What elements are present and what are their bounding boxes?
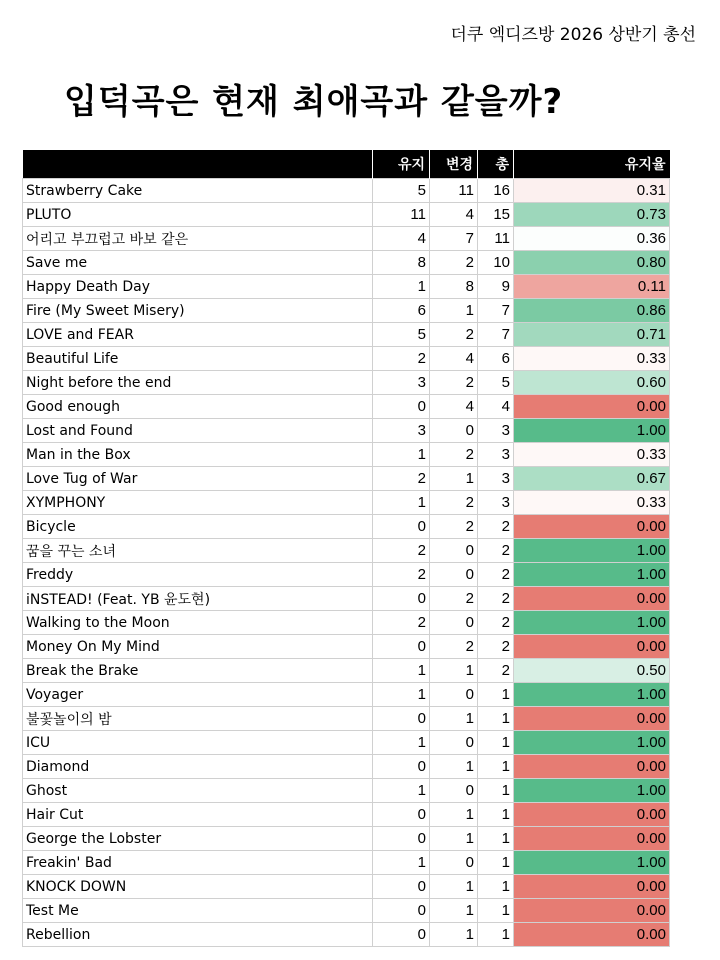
table-row xyxy=(23,755,670,779)
retention-rate-cell: 0.80 xyxy=(514,251,670,275)
retention-rate-cell: 0.00 xyxy=(514,635,670,659)
change-count-cell: 1 xyxy=(430,923,478,947)
column-header-keep: 유지 xyxy=(373,150,430,179)
change-count-cell: 1 xyxy=(430,299,478,323)
total-count-cell: 2 xyxy=(478,563,514,587)
retention-rate-cell: 1.00 xyxy=(514,851,670,875)
retention-rate-cell: 0.33 xyxy=(514,443,670,467)
keep-count-cell: 0 xyxy=(373,803,430,827)
keep-count-cell: 0 xyxy=(373,707,430,731)
retention-rate-cell: 0.71 xyxy=(514,323,670,347)
change-count-cell: 2 xyxy=(430,371,478,395)
total-count-cell: 1 xyxy=(478,803,514,827)
keep-count-cell: 11 xyxy=(373,203,430,227)
keep-count-cell: 0 xyxy=(373,899,430,923)
retention-rate-cell: 1.00 xyxy=(514,539,670,563)
retention-rate-cell: 1.00 xyxy=(514,779,670,803)
table-row xyxy=(23,707,670,731)
keep-count-cell: 1 xyxy=(373,851,430,875)
table-row xyxy=(23,371,670,395)
keep-count-cell: 0 xyxy=(373,395,430,419)
change-count-cell: 0 xyxy=(430,851,478,875)
total-count-cell: 1 xyxy=(478,827,514,851)
table-row xyxy=(23,443,670,467)
retention-rate-cell: 0.00 xyxy=(514,923,670,947)
total-count-cell: 4 xyxy=(478,395,514,419)
total-count-cell: 1 xyxy=(478,851,514,875)
keep-count-cell: 1 xyxy=(373,779,430,803)
change-count-cell: 0 xyxy=(430,683,478,707)
change-count-cell: 1 xyxy=(430,875,478,899)
song-name-cell: Break the Brake xyxy=(23,659,373,683)
song-name-cell: Ghost xyxy=(23,779,373,803)
table-row xyxy=(23,731,670,755)
song-name-cell: Rebellion xyxy=(23,923,373,947)
table-row xyxy=(23,923,670,947)
song-name-cell: Good enough xyxy=(23,395,373,419)
keep-count-cell: 1 xyxy=(373,659,430,683)
table-row xyxy=(23,563,670,587)
change-count-cell: 2 xyxy=(430,443,478,467)
retention-rate-cell: 0.33 xyxy=(514,347,670,371)
retention-rate-cell: 1.00 xyxy=(514,419,670,443)
table-row xyxy=(23,803,670,827)
subtitle: 더쿠 엑디즈방 2026 상반기 총선 xyxy=(450,25,696,45)
change-count-cell: 2 xyxy=(430,587,478,611)
change-count-cell: 0 xyxy=(430,779,478,803)
change-count-cell: 0 xyxy=(430,539,478,563)
table-row xyxy=(23,467,670,491)
change-count-cell: 1 xyxy=(430,659,478,683)
keep-count-cell: 2 xyxy=(373,563,430,587)
column-header-rate: 유지율 xyxy=(514,150,670,179)
keep-count-cell: 8 xyxy=(373,251,430,275)
total-count-cell: 3 xyxy=(478,491,514,515)
table-row xyxy=(23,491,670,515)
change-count-cell: 2 xyxy=(430,635,478,659)
keep-count-cell: 0 xyxy=(373,755,430,779)
song-name-cell: Freddy xyxy=(23,563,373,587)
song-name-cell: Lost and Found xyxy=(23,419,373,443)
table-row xyxy=(23,203,670,227)
retention-rate-cell: 1.00 xyxy=(514,611,670,635)
retention-rate-cell: 0.00 xyxy=(514,707,670,731)
table-header-row xyxy=(23,150,670,179)
table-row xyxy=(23,419,670,443)
total-count-cell: 1 xyxy=(478,755,514,779)
total-count-cell: 5 xyxy=(478,371,514,395)
change-count-cell: 1 xyxy=(430,755,478,779)
total-count-cell: 2 xyxy=(478,659,514,683)
change-count-cell: 8 xyxy=(430,275,478,299)
total-count-cell: 1 xyxy=(478,899,514,923)
page-title: 입덕곡은 현재 최애곡과 같을까? xyxy=(64,82,564,122)
retention-rate-cell: 0.00 xyxy=(514,899,670,923)
table-row xyxy=(23,227,670,251)
total-count-cell: 1 xyxy=(478,875,514,899)
retention-rate-cell: 0.00 xyxy=(514,875,670,899)
total-count-cell: 2 xyxy=(478,635,514,659)
keep-count-cell: 2 xyxy=(373,611,430,635)
keep-count-cell: 1 xyxy=(373,443,430,467)
table-row xyxy=(23,539,670,563)
retention-rate-cell: 1.00 xyxy=(514,563,670,587)
keep-count-cell: 3 xyxy=(373,419,430,443)
change-count-cell: 0 xyxy=(430,419,478,443)
keep-count-cell: 3 xyxy=(373,371,430,395)
keep-count-cell: 2 xyxy=(373,347,430,371)
change-count-cell: 0 xyxy=(430,611,478,635)
song-name-cell: 어리고 부끄럽고 바보 같은 xyxy=(23,227,373,251)
song-name-cell: Save me xyxy=(23,251,373,275)
total-count-cell: 6 xyxy=(478,347,514,371)
keep-count-cell: 5 xyxy=(373,323,430,347)
table-row xyxy=(23,659,670,683)
song-name-cell: 꿈을 꾸는 소녀 xyxy=(23,539,373,563)
retention-rate-cell: 0.33 xyxy=(514,491,670,515)
song-name-cell: Night before the end xyxy=(23,371,373,395)
total-count-cell: 2 xyxy=(478,539,514,563)
retention-rate-cell: 0.00 xyxy=(514,587,670,611)
change-count-cell: 1 xyxy=(430,803,478,827)
change-count-cell: 7 xyxy=(430,227,478,251)
table-row xyxy=(23,683,670,707)
keep-count-cell: 0 xyxy=(373,635,430,659)
table-row xyxy=(23,899,670,923)
change-count-cell: 1 xyxy=(430,707,478,731)
song-name-cell: Money On My Mind xyxy=(23,635,373,659)
song-name-cell: iNSTEAD! (Feat. YB 윤도현) xyxy=(23,587,373,611)
keep-count-cell: 0 xyxy=(373,923,430,947)
change-count-cell: 2 xyxy=(430,491,478,515)
total-count-cell: 3 xyxy=(478,419,514,443)
retention-rate-cell: 1.00 xyxy=(514,731,670,755)
retention-rate-cell: 0.86 xyxy=(514,299,670,323)
total-count-cell: 9 xyxy=(478,275,514,299)
table-row xyxy=(23,299,670,323)
change-count-cell: 1 xyxy=(430,899,478,923)
keep-count-cell: 0 xyxy=(373,515,430,539)
retention-rate-cell: 0.00 xyxy=(514,755,670,779)
total-count-cell: 7 xyxy=(478,323,514,347)
total-count-cell: 1 xyxy=(478,683,514,707)
retention-rate-cell: 0.00 xyxy=(514,395,670,419)
table-body xyxy=(23,179,670,947)
keep-count-cell: 5 xyxy=(373,179,430,203)
total-count-cell: 15 xyxy=(478,203,514,227)
column-header-total: 총 xyxy=(478,150,514,179)
change-count-cell: 4 xyxy=(430,347,478,371)
change-count-cell: 1 xyxy=(430,467,478,491)
table-row xyxy=(23,251,670,275)
table-row xyxy=(23,587,670,611)
song-name-cell: ICU xyxy=(23,731,373,755)
song-name-cell: XYMPHONY xyxy=(23,491,373,515)
column-header-song xyxy=(23,150,373,179)
keep-count-cell: 2 xyxy=(373,467,430,491)
table-row xyxy=(23,851,670,875)
keep-count-cell: 6 xyxy=(373,299,430,323)
retention-rate-cell: 0.31 xyxy=(514,179,670,203)
column-header-change: 변경 xyxy=(430,150,478,179)
total-count-cell: 11 xyxy=(478,227,514,251)
table-row xyxy=(23,323,670,347)
total-count-cell: 16 xyxy=(478,179,514,203)
total-count-cell: 10 xyxy=(478,251,514,275)
change-count-cell: 0 xyxy=(430,731,478,755)
song-name-cell: Bicycle xyxy=(23,515,373,539)
total-count-cell: 2 xyxy=(478,515,514,539)
change-count-cell: 4 xyxy=(430,203,478,227)
keep-count-cell: 1 xyxy=(373,491,430,515)
song-name-cell: Test Me xyxy=(23,899,373,923)
total-count-cell: 2 xyxy=(478,611,514,635)
total-count-cell: 3 xyxy=(478,443,514,467)
song-name-cell: Love Tug of War xyxy=(23,467,373,491)
change-count-cell: 11 xyxy=(430,179,478,203)
song-name-cell: Strawberry Cake xyxy=(23,179,373,203)
change-count-cell: 2 xyxy=(430,251,478,275)
total-count-cell: 1 xyxy=(478,731,514,755)
song-name-cell: Hair Cut xyxy=(23,803,373,827)
retention-rate-cell: 0.36 xyxy=(514,227,670,251)
song-name-cell: Beautiful Life xyxy=(23,347,373,371)
total-count-cell: 3 xyxy=(478,467,514,491)
keep-count-cell: 1 xyxy=(373,683,430,707)
change-count-cell: 0 xyxy=(430,563,478,587)
keep-count-cell: 4 xyxy=(373,227,430,251)
change-count-cell: 2 xyxy=(430,515,478,539)
total-count-cell: 1 xyxy=(478,779,514,803)
total-count-cell: 7 xyxy=(478,299,514,323)
table-row xyxy=(23,635,670,659)
retention-rate-cell: 1.00 xyxy=(514,683,670,707)
total-count-cell: 1 xyxy=(478,923,514,947)
keep-count-cell: 0 xyxy=(373,827,430,851)
song-name-cell: Voyager xyxy=(23,683,373,707)
keep-count-cell: 2 xyxy=(373,539,430,563)
retention-rate-cell: 0.50 xyxy=(514,659,670,683)
retention-rate-cell: 0.67 xyxy=(514,467,670,491)
table-row xyxy=(23,515,670,539)
song-name-cell: 불꽃놀이의 밤 xyxy=(23,707,373,731)
song-name-cell: Happy Death Day xyxy=(23,275,373,299)
table-row xyxy=(23,779,670,803)
table-row xyxy=(23,395,670,419)
change-count-cell: 4 xyxy=(430,395,478,419)
change-count-cell: 1 xyxy=(430,827,478,851)
retention-rate-cell: 0.00 xyxy=(514,827,670,851)
retention-rate-cell: 0.73 xyxy=(514,203,670,227)
song-name-cell: George the Lobster xyxy=(23,827,373,851)
total-count-cell: 1 xyxy=(478,707,514,731)
song-name-cell: LOVE and FEAR xyxy=(23,323,373,347)
song-name-cell: Man in the Box xyxy=(23,443,373,467)
song-name-cell: Freakin' Bad xyxy=(23,851,373,875)
keep-count-cell: 1 xyxy=(373,275,430,299)
table-row xyxy=(23,827,670,851)
total-count-cell: 2 xyxy=(478,587,514,611)
song-name-cell: Diamond xyxy=(23,755,373,779)
retention-rate-cell: 0.11 xyxy=(514,275,670,299)
retention-rate-cell: 0.00 xyxy=(514,515,670,539)
table-row xyxy=(23,275,670,299)
song-name-cell: Fire (My Sweet Misery) xyxy=(23,299,373,323)
retention-rate-cell: 0.60 xyxy=(514,371,670,395)
song-name-cell: KNOCK DOWN xyxy=(23,875,373,899)
change-count-cell: 2 xyxy=(430,323,478,347)
table-row xyxy=(23,347,670,371)
keep-count-cell: 0 xyxy=(373,587,430,611)
retention-table xyxy=(22,150,670,947)
song-name-cell: Walking to the Moon xyxy=(23,611,373,635)
retention-rate-cell: 0.00 xyxy=(514,803,670,827)
song-name-cell: PLUTO xyxy=(23,203,373,227)
table-row xyxy=(23,611,670,635)
keep-count-cell: 0 xyxy=(373,875,430,899)
table-row xyxy=(23,179,670,203)
table-row xyxy=(23,875,670,899)
keep-count-cell: 1 xyxy=(373,731,430,755)
